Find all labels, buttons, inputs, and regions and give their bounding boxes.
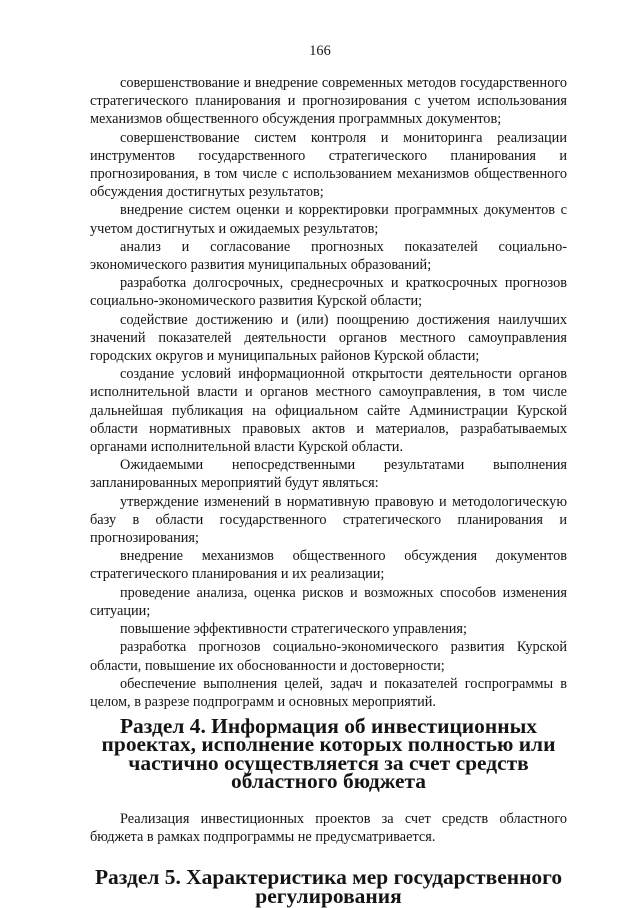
paragraph: совершенствование и внедрение современных методов государственного стратегического планирования и прогнозирования с учетом использования механизмов общественного обсуждения программных документов; (90, 75, 567, 128)
paragraph: внедрение систем оценки и корректировки программных документов с учетом достигнутых и ожидаемых результатов; (90, 202, 567, 237)
paragraph: проведение анализа, оценка рисков и возможных способов изменения ситуации; (90, 584, 567, 619)
paragraph: обеспечение выполнения целей, задач и показателей госпрограммы в целом, в разрезе подпрограмм и основных мероприятий. (90, 675, 567, 710)
paragraph: содействие достижению и (или) поощрению достижения наилучших значений показателей деятельности органов местного самоуправления городских округов и муниципальных районов Курской области; (90, 311, 567, 365)
paragraph: создание условий информационной открытости деятельности органов исполнительной власти и органов местного самоуправления, в том числе дальнейшая публикация на официальном сайте Администрации Курской области нормативных правовых актов и материалов, разрабатываемых органами исполнительной власти Курской области. (90, 366, 567, 456)
page-number: 166 (309, 43, 331, 59)
paragraph: совершенствование систем контроля и мониторинга реализации инструментов государственного стратегического планирования и прогнозирования, в том числе с использованием механизмов общественного обсуждения достигнутых результатов; (90, 129, 567, 201)
document-body (90, 74, 567, 908)
paragraph: анализ и согласование прогнозных показателей социально-экономического развития муниципальных образований; (90, 238, 567, 274)
paragraph: Ожидаемыми непосредственными результатами выполнения запланированных мероприятий будут являться: (90, 457, 567, 492)
paragraph: утверждение изменений в нормативную правовую и методологическую базу в области государственного стратегического планирования и прогнозирования; (90, 493, 567, 547)
section-4-text: Реализация инвестиционных проектов за счет средств областного бюджета в рамках подпрограммы не предусматривается. (90, 810, 567, 846)
paragraph: разработка прогнозов социально-экономического развития Курской области, повышение их обоснованности и достоверности; (90, 639, 567, 674)
paragraph: повышение эффективности стратегического управления; (120, 621, 467, 638)
paragraph: разработка долгосрочных, среднесрочных и краткосрочных прогнозов социально-экономического развития Курской области; (90, 275, 567, 310)
paragraph: внедрение механизмов общественного обсуждения документов стратегического планирования и их реализации; (90, 548, 567, 583)
section-4-heading: Раздел 4. Информация об инвестиционных проектах, исполнение которых полностью или частично осуществляется за счет средств областного бюджета (101, 714, 556, 793)
section-5-heading: Раздел 5. Характеристика мер государственного регулирования (94, 865, 563, 908)
